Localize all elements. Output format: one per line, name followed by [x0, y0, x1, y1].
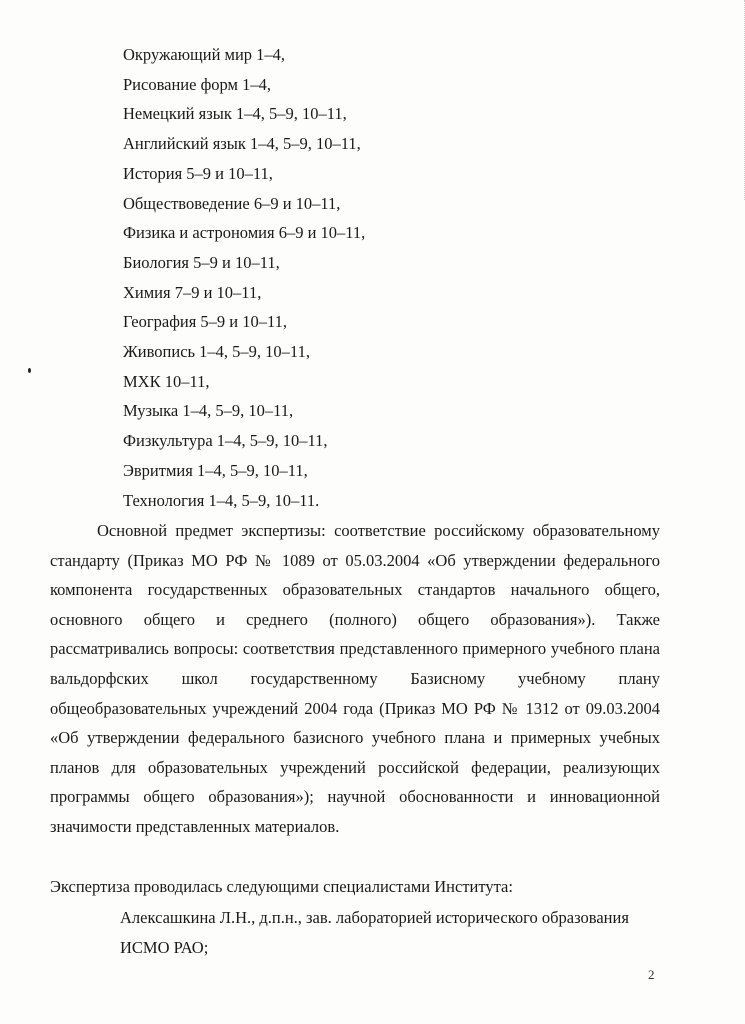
subject-item: МХК 10–11,: [123, 371, 210, 391]
subject-item: Физика и астрономия 6–9 и 10–11,: [123, 223, 366, 243]
subject-item: География 5–9 и 10–11,: [123, 312, 288, 332]
scan-edge-mark: [722, 0, 745, 200]
subject-item: Обществоведение 6–9 и 10–11,: [123, 193, 341, 213]
scan-speck: [28, 368, 31, 373]
subject-item: Биология 5–9 и 10–11,: [123, 252, 280, 272]
experts-intro: Экспертиза проводилась следующими специалистами Института:: [50, 877, 513, 896]
subject-list: [123, 40, 365, 515]
subject-item: Английский язык 1–4, 5–9, 10–11,: [123, 134, 361, 154]
subject-item: Немецкий язык 1–4, 5–9, 10–11,: [123, 104, 347, 124]
subject-item: Живопись 1–4, 5–9, 10–11,: [123, 342, 310, 362]
subject-item: Музыка 1–4, 5–9, 10–11,: [123, 401, 294, 421]
page-number: 2: [648, 967, 655, 982]
expertise-subject-paragraph: Основной предмет экспертизы: соответствие российскому образовательному стандарту (Приказ МО РФ № 1089 от 05.03.2004 «Об утверждении федерального компонента государственных образовательных стандартов начального общего, основного общего и среднего (полного) общего образования»). Также рассматривались вопросы: соответствия представленного примерного учебного плана вальдорфских школ государственному Базисному учебному плану общеобразовательных учреждений 2004 года (Приказ МО РФ № 1312 от 09.03.2004 «Об утверждении федерального базисного учебного плана и примерных учебных планов для образовательных учреждений российской федерации, реализующих программы общего образования»); научной обоснованности и инновационной значимости представленных материалов.: [50, 521, 660, 836]
subject-item: Окружающий мир 1–4,: [123, 45, 286, 64]
subject-item: История 5–9 и 10–11,: [123, 163, 273, 183]
expert-entry: Алексашкина Л.Н., д.п.н., зав. лабораторией исторического образования ИСМО РАО;: [120, 908, 629, 957]
subject-item: Рисование форм 1–4,: [123, 74, 271, 94]
subject-item: Физкультура 1–4, 5–9, 10–11,: [123, 431, 328, 451]
subject-item: Химия 7–9 и 10–11,: [123, 282, 262, 302]
subject-item: Технология 1–4, 5–9, 10–11.: [123, 490, 320, 510]
subject-item: Эвритмия 1–4, 5–9, 10–11,: [123, 460, 308, 480]
